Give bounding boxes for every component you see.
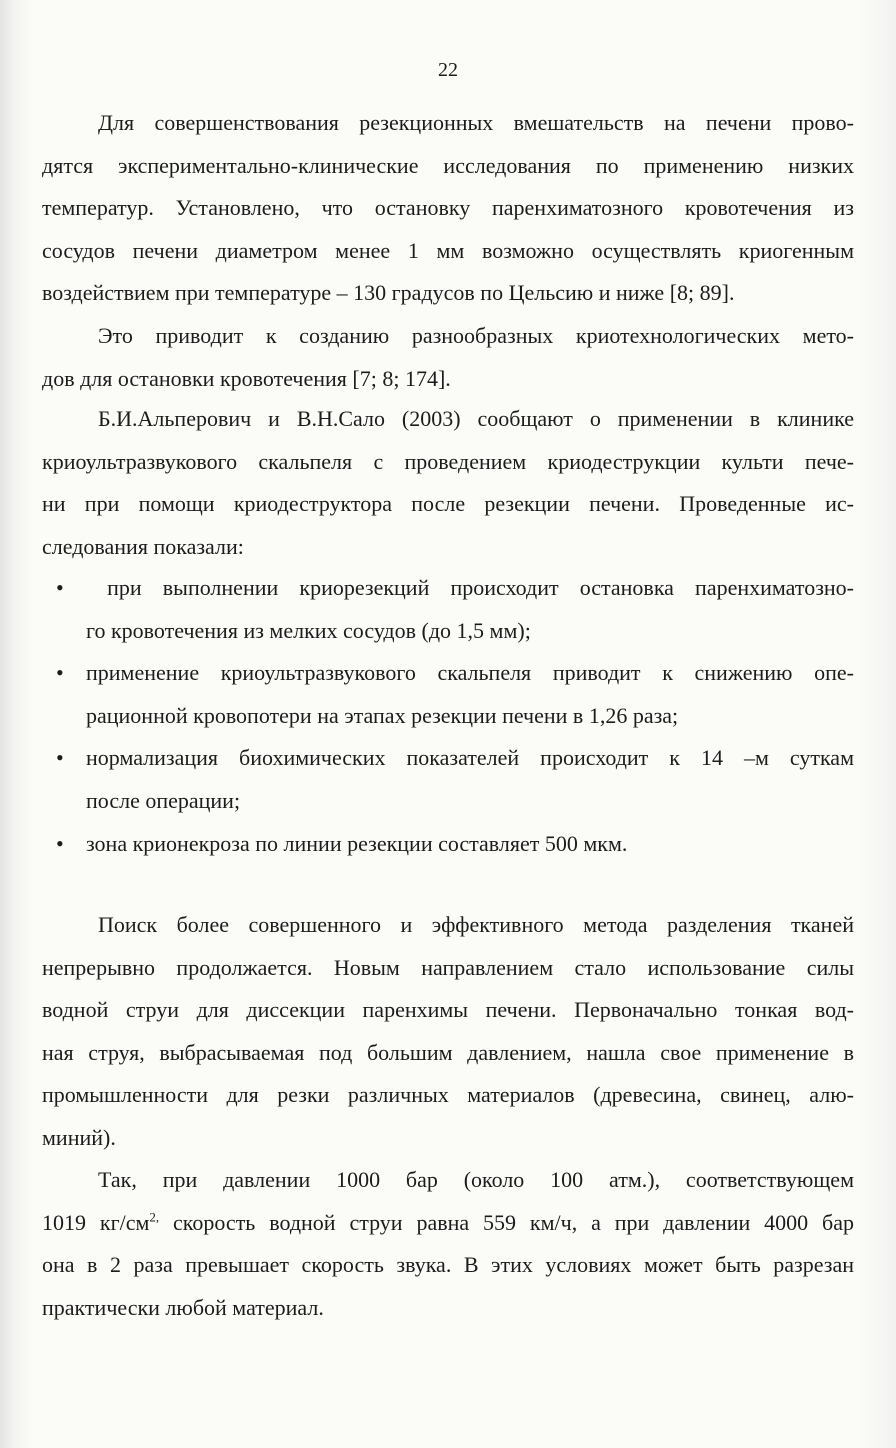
- paragraph-line: криоультразвукового скальпеля с проведением криодеструкции культи пече-: [42, 448, 854, 474]
- findings-bullet-list: [42, 567, 854, 865]
- paragraph-pressure-speed: [42, 1159, 854, 1329]
- paragraph-line: температур. Установлено, что остановку паренхиматозного кровотечения из: [42, 195, 854, 221]
- paragraph-line: водной струи для диссекции паренхимы печени. Первоначально тонкая вод-: [42, 997, 854, 1023]
- page-number: 22: [438, 59, 458, 81]
- list-item-line: рационной кровопотери на этапах резекции печени в 1,26 раза;: [86, 702, 679, 728]
- paragraph-line: сосудов печени диаметром менее 1 мм возможно осуществлять криогенным: [42, 237, 854, 263]
- list-item-line: нормализация биохимических показателей происходит к 14 –м суткам: [86, 745, 854, 771]
- paragraph-line: промышленности для резки различных материалов (древесина, свинец, алю-: [42, 1082, 854, 1108]
- paragraph-alperovich-salo: [42, 398, 854, 568]
- paragraph-line: миний).: [42, 1124, 116, 1150]
- paragraph-line: Б.И.Альперович и В.Н.Сало (2003) сообщают о применении в клинике: [98, 406, 854, 431]
- list-item-line: зона крионекроза по линии резекции составляет 500 мкм.: [86, 830, 628, 856]
- list-item: [42, 652, 854, 737]
- paragraph-line: дов для остановки кровотечения [7; 8; 174].: [42, 365, 451, 391]
- paragraph-line: ная струя, выбрасываемая под большим давлением, нашла свое применение в: [42, 1039, 854, 1065]
- paragraph-line: Поиск более совершенного и эффективного метода разделения тканей: [98, 912, 854, 937]
- paragraph-line: воздействием при температуре – 130 градусов по Цельсию и ниже [8; 89].: [42, 280, 735, 306]
- list-item-line: при выполнении криорезекций происходит остановка паренхиматозно-: [86, 575, 854, 600]
- list-item: [42, 823, 854, 866]
- bullet-icon: •: [56, 660, 64, 686]
- list-item-line: после операции;: [86, 787, 241, 813]
- pressure-value-text: 1019 кг/см: [42, 1209, 150, 1235]
- paragraph-water-jet: [42, 904, 854, 1160]
- paragraph-line: Так, при давлении 1000 бар (около 100 атм.), соответствующем: [98, 1167, 854, 1192]
- paragraph-line: она в 2 раза превышает скорость звука. В этих условиях может быть разрезан: [42, 1252, 854, 1278]
- paragraph-line: практически любой материал.: [42, 1294, 324, 1320]
- paragraph-line: Это приводит к созданию разнообразных криотехнологических мето-: [98, 323, 854, 348]
- bullet-icon: •: [56, 830, 64, 856]
- list-item-line: го кровотечения из мелких сосудов (до 1,5 мм);: [86, 617, 531, 643]
- paragraph-cryosurgery-intro: [42, 102, 854, 315]
- list-item: [42, 737, 854, 822]
- list-item-line: применение криоультразвукового скальпеля приводит к снижению опе-: [86, 660, 854, 686]
- superscript: 2,: [149, 1209, 160, 1225]
- speed-text: скорость водной струи равна 559 км/ч, а при давлении 4000 бар: [159, 1209, 855, 1235]
- list-item: [42, 567, 854, 652]
- bullet-icon: •: [56, 575, 64, 600]
- bullet-icon: •: [56, 745, 64, 771]
- paragraph-line: Для совершенствования резекционных вмешательств на печени прово-: [98, 110, 854, 135]
- paragraph-line: [42, 1202, 854, 1245]
- paragraph-line: следования показали:: [42, 533, 244, 559]
- paragraph-cryotechnology: [42, 315, 854, 400]
- paragraph-line: ни при помощи криодеструктора после резекции печени. Проведенные ис-: [42, 491, 854, 517]
- paragraph-line: дятся экспериментально-клинические исследования по применению низких: [42, 152, 854, 178]
- paragraph-line: непрерывно продолжается. Новым направлением стало использование силы: [42, 954, 854, 980]
